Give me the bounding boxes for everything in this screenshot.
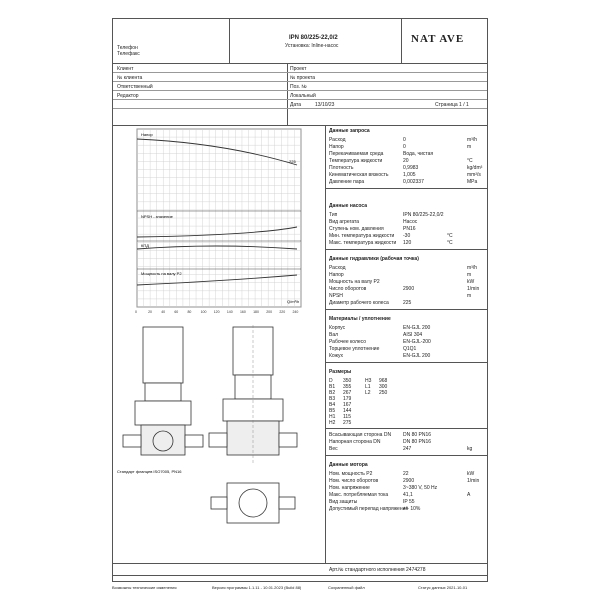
spec-label: Кожух: [329, 353, 344, 359]
contact-cell: [113, 19, 230, 63]
spec-value: 0: [403, 144, 406, 150]
x-tick-label: 200: [266, 310, 273, 314]
spec-unit: 1/min: [467, 478, 480, 484]
spec-value: Насос: [403, 219, 418, 225]
phone-label: Телефон: [117, 45, 138, 51]
spec-label: Ном. мощность P2: [329, 471, 373, 477]
size-cell: 968: [379, 378, 388, 384]
fax-label: Телефакс: [117, 51, 140, 57]
spec-label: NPSH: [329, 293, 343, 299]
size-cell: 115: [343, 414, 351, 420]
spec-label: Плотность: [329, 165, 354, 171]
spec-value: 2900: [403, 286, 415, 292]
spec-unit: °C: [447, 240, 453, 246]
spec-value: Q1Q1: [403, 346, 417, 352]
spec-label: Ном. число оборотов: [329, 478, 379, 484]
logo-cell: [401, 19, 487, 63]
date-value: 13/10/23: [315, 102, 335, 108]
spec-label: Вид агрегата: [329, 219, 359, 225]
spec-value: EN-GJL 200: [403, 325, 431, 331]
x-tick-label: 20: [148, 310, 153, 314]
spec-label: Корпус: [329, 325, 346, 331]
spec-value: PN16: [403, 226, 416, 232]
x-tick-label: 100: [200, 310, 207, 314]
spec-unit: m: [467, 293, 472, 299]
size-cell: 144: [343, 408, 352, 414]
date-label: Дата: [290, 102, 302, 108]
x-tick-label: 180: [253, 310, 259, 314]
brand-logo: NAT AVE: [411, 33, 465, 45]
responsible-label: Ответственный: [117, 84, 153, 90]
spec-value: 1,005: [403, 172, 416, 178]
spec-label: Тип: [329, 212, 338, 218]
spec-label: Напор: [329, 272, 344, 278]
x-tick-label: 240: [292, 310, 299, 314]
footer-right: Сохраненный файл: [328, 585, 365, 590]
project-no-label: № проекта: [290, 75, 316, 81]
hydraulics-section-title: Данные гидравлики (рабочая точка): [329, 256, 419, 262]
spec-value: 2900: [403, 478, 415, 484]
spec-label: Перекачиваемая среда: [329, 151, 384, 157]
spec-label: Диаметр рабочего колеса: [329, 300, 389, 306]
spec-value: +/- 10%: [403, 506, 421, 512]
size-cell: 300: [379, 384, 388, 390]
size-cell: B3: [329, 396, 336, 402]
size-cell: 167: [343, 402, 352, 408]
spec-label: Кинематическая вязкость: [329, 172, 389, 178]
spec-unit: m: [467, 272, 472, 278]
size-cell: 179: [343, 396, 352, 402]
power-label: Мощность на валу P2: [141, 271, 182, 276]
spec-value: 247: [403, 446, 412, 452]
sizes-section-title: Размеры: [329, 369, 352, 375]
spec-unit: m³/h: [467, 137, 477, 143]
info-block: [113, 63, 487, 126]
right-column: [327, 125, 487, 563]
flange-note: Стандарт фланцев ISO7005, PN16: [117, 469, 182, 474]
datasheet: [112, 18, 488, 582]
pos-label: Поз. №: [290, 84, 307, 90]
size-cell: L1: [365, 384, 371, 390]
spec-unit: °C: [447, 233, 453, 239]
spec-label: Макс. температура жидкости: [329, 240, 397, 246]
npsh-curve: [137, 227, 297, 237]
size-cell: D: [329, 378, 333, 384]
power-curve: [137, 275, 297, 285]
spec-value: DN 80 PN16: [403, 439, 432, 445]
spec-label: Мин. температура жидкости: [329, 233, 395, 239]
x-tick-label: 120: [213, 310, 220, 314]
size-cell: B5: [329, 408, 336, 414]
spec-value: IPN 80/225-22,0/2: [403, 212, 444, 218]
project-label: Проект: [290, 66, 307, 72]
size-cell: B1: [329, 384, 336, 390]
size-cell: H1: [329, 414, 336, 420]
client-label: Клиент: [117, 66, 134, 72]
spec-label: Вес: [329, 446, 338, 452]
spec-label: Напорная сторона DN: [329, 439, 381, 445]
spec-unit: kg: [467, 446, 473, 452]
x-tick-label: 140: [226, 310, 233, 314]
head-label: Напор: [141, 132, 153, 137]
spec-value: IP 55: [403, 499, 415, 505]
spec-label: Допустимый перепад напряжения: [329, 506, 409, 512]
spec-unit: m: [467, 144, 472, 150]
spec-label: Рабочее колесо: [329, 339, 366, 345]
spec-label: Всасывающая сторона DN: [329, 432, 392, 438]
spec-value: 3~380 V, 50 Hz: [403, 485, 438, 491]
spec-unit: m³/h: [467, 265, 477, 271]
curve-225-label: 225: [289, 159, 296, 164]
spec-unit: 1/min: [467, 286, 480, 292]
npsh-label: NPSH - значение: [141, 214, 173, 219]
spec-label: Расход: [329, 265, 346, 271]
x-tick-label: 220: [279, 310, 286, 314]
spec-unit: mm²/s: [467, 172, 481, 178]
spec-value: EN-GJL-200: [403, 339, 431, 345]
spec-label: Давление пара: [329, 179, 365, 185]
size-cell: H2: [329, 420, 336, 426]
spec-value: DN 80 PN16: [403, 432, 432, 438]
spec-label: Расход: [329, 137, 346, 143]
size-cell: 275: [343, 420, 352, 426]
size-cell: 250: [379, 390, 388, 396]
eff-label: КПД: [141, 243, 149, 248]
request-section-title: Данные запроса: [329, 128, 370, 134]
spec-label: Ступень ном. давления: [329, 226, 384, 232]
spec-label: Вал: [329, 332, 339, 338]
spec-unit: °C: [467, 158, 473, 164]
spec-label: Ном. напряжение: [329, 485, 370, 491]
spec-value: 0: [403, 137, 406, 143]
pump-drawing: [115, 323, 323, 563]
spec-label: Напор: [329, 144, 344, 150]
spec-value: 0,002337: [403, 179, 424, 185]
x-tick-label: 40: [161, 310, 166, 314]
size-cell: H3: [365, 378, 372, 384]
spec-unit: kW: [467, 279, 475, 285]
size-cell: B2: [329, 390, 336, 396]
client-no-label: № клиента: [117, 75, 143, 81]
spec-label: Торцевое уплотнение: [329, 346, 380, 352]
size-cell: L2: [365, 390, 371, 396]
spec-value: EN-GJL 200: [403, 353, 431, 359]
spec-label: Температура жидкости: [329, 158, 383, 164]
footer-mid: Версия программы 1.1.11 - 10.01.2023 (Build 88): [212, 585, 302, 590]
size-cell: B4: [329, 402, 336, 408]
performance-chart: [115, 125, 323, 321]
materials-section-title: Материалы / уплотнение: [329, 316, 391, 322]
eff-curve: [137, 246, 297, 249]
x-unit-label: Q/m³/h: [287, 299, 300, 304]
x-tick-label: 160: [239, 310, 246, 314]
install-type: Установка: Inline-насос: [285, 43, 339, 49]
spec-unit: kg/dm³: [467, 165, 483, 171]
spec-unit: kW: [467, 471, 475, 477]
spec-label: Мощность на валу P2: [329, 279, 380, 285]
spec-value: 22: [403, 471, 409, 477]
x-tick-label: 80: [187, 310, 192, 314]
local-label: Локальный: [290, 93, 316, 99]
x-tick-label: 0: [135, 310, 137, 314]
spec-label: Макс. потребляемая тока: [329, 492, 389, 498]
spec-value: 20: [403, 158, 409, 164]
x-tick-label: 60: [174, 310, 179, 314]
spec-value: AISI 304: [403, 332, 423, 338]
footer-status: Статус данных 2021-10-01: [418, 585, 468, 590]
size-cell: 355: [343, 384, 352, 390]
spec-value: 41,1: [403, 492, 413, 498]
model-title: IPN 80/225-22,0/2: [289, 35, 338, 41]
spec-value: Вода, чистая: [403, 151, 434, 157]
page-number: Страница 1 / 1: [435, 102, 469, 108]
title-cell: [229, 19, 402, 63]
spec-unit: A: [467, 492, 471, 498]
spec-label: Вид защиты: [329, 499, 358, 505]
spec-unit: MPa: [467, 179, 478, 185]
pump-section-title: Данные насоса: [329, 203, 368, 209]
spec-value: 120: [403, 240, 412, 246]
spec-value: 0,9983: [403, 165, 419, 171]
footer-left: Возможны технические изменения: [112, 585, 177, 590]
header: [113, 19, 487, 64]
spec-value: -30: [403, 233, 411, 239]
head-curve: [137, 139, 297, 165]
spec-label: Число оборотов: [329, 286, 367, 292]
motor-section-title: Данные мотора: [329, 462, 368, 468]
editor-label: Редактор: [117, 93, 139, 99]
size-cell: 350: [343, 378, 352, 384]
article-number: Арт.№ стандартного исполнения 2474278: [329, 567, 426, 573]
spec-value: 225: [403, 300, 412, 306]
size-cell: 267: [343, 390, 352, 396]
